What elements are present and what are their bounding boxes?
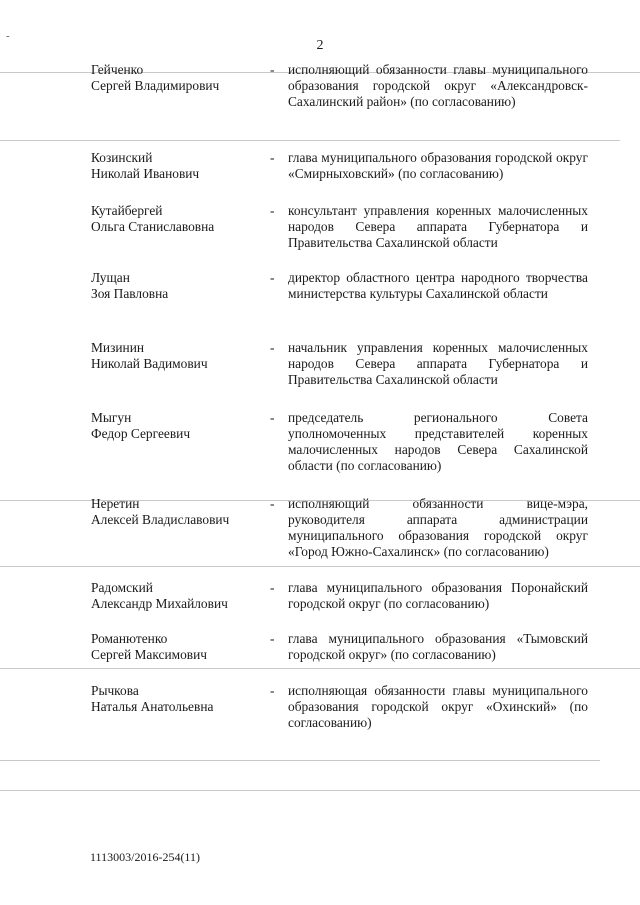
member-given-names: Федор Сергеевич — [91, 426, 191, 441]
member-given-names: Сергей Владимирович — [91, 78, 220, 93]
document-code: 1113003/2016-254(11) — [90, 850, 200, 864]
member-surname: Мыгун — [91, 410, 132, 425]
scan-line — [0, 790, 640, 791]
dash: - — [270, 410, 275, 425]
member-surname: Неретин — [91, 496, 140, 511]
member-role: исполняющий обязанности главы муниципального образования городской округ «Александровск-Сахалинский район» (по согласованию) — [288, 62, 588, 109]
member-given-names: Александр Михайлович — [91, 596, 228, 611]
member-role: исполняющая обязанности главы муниципального образования городской округ «Охинский» (по согласованию) — [288, 683, 588, 730]
member-name — [91, 683, 271, 715]
member-given-names: Николай Иванович — [91, 166, 200, 181]
scan-line — [0, 668, 640, 669]
page-number: 2 — [316, 38, 324, 53]
corner-mark: - — [6, 30, 10, 42]
member-role: председатель регионального Совета уполномоченных представителей коренных малочисленных народов Севера Сахалинской области (по согласованию) — [288, 410, 588, 473]
member-given-names: Николай Вадимович — [91, 356, 208, 371]
member-role: начальник управления коренных малочисленных народов Севера аппарата Губернатора и Правительства Сахалинской области — [288, 340, 588, 387]
member-surname: Мизинин — [91, 340, 145, 355]
member-given-names: Ольга Станиславовна — [91, 219, 215, 234]
dash: - — [270, 340, 275, 355]
member-role: глава муниципального образования Поронайский городской округ (по согласованию) — [288, 580, 588, 611]
member-role: исполняющий обязанности вице-мэра, руководителя аппарата администрации муниципального образования городской округ «Город Южно-Сахалинск» (по согласованию) — [288, 496, 588, 559]
member-surname: Гейченко — [91, 62, 144, 77]
member-surname: Козинский — [91, 150, 153, 165]
dash: - — [270, 683, 275, 698]
member-name — [91, 270, 271, 302]
scan-line — [0, 760, 600, 761]
member-surname: Кутайбергей — [91, 203, 163, 218]
dash: - — [270, 150, 275, 165]
dash: - — [270, 62, 275, 77]
member-role: директор областного центра народного творчества министерства культуры Сахалинской области — [288, 270, 588, 301]
member-name — [91, 62, 271, 94]
member-name — [91, 631, 271, 663]
scan-line — [0, 140, 620, 141]
dash: - — [270, 580, 275, 595]
member-given-names: Сергей Максимович — [91, 647, 208, 662]
dash: - — [270, 631, 275, 646]
member-name — [91, 203, 271, 235]
member-given-names: Зоя Павловна — [91, 286, 169, 301]
member-name — [91, 580, 271, 612]
member-role: глава муниципального образования городской округ «Смирныховский» (по согласованию) — [288, 150, 588, 181]
member-name — [91, 410, 271, 442]
member-surname: Романютенко — [91, 631, 168, 646]
dash: - — [270, 270, 275, 285]
member-role: глава муниципального образования «Тымовский городской округ» (по согласованию) — [288, 631, 588, 662]
member-given-names: Алексей Владиславович — [91, 512, 230, 527]
member-surname: Рычкова — [91, 683, 139, 698]
member-surname: Лущан — [91, 270, 130, 285]
member-given-names: Наталья Анатольевна — [91, 699, 214, 714]
member-role: консультант управления коренных малочисленных народов Севера аппарата Губернатора и Правительства Сахалинской области — [288, 203, 588, 250]
member-surname: Радомский — [91, 580, 153, 595]
member-name — [91, 496, 271, 528]
member-name — [91, 340, 271, 372]
member-name — [91, 150, 271, 182]
scan-line — [0, 566, 640, 567]
dash: - — [270, 203, 275, 218]
dash: - — [270, 496, 275, 511]
